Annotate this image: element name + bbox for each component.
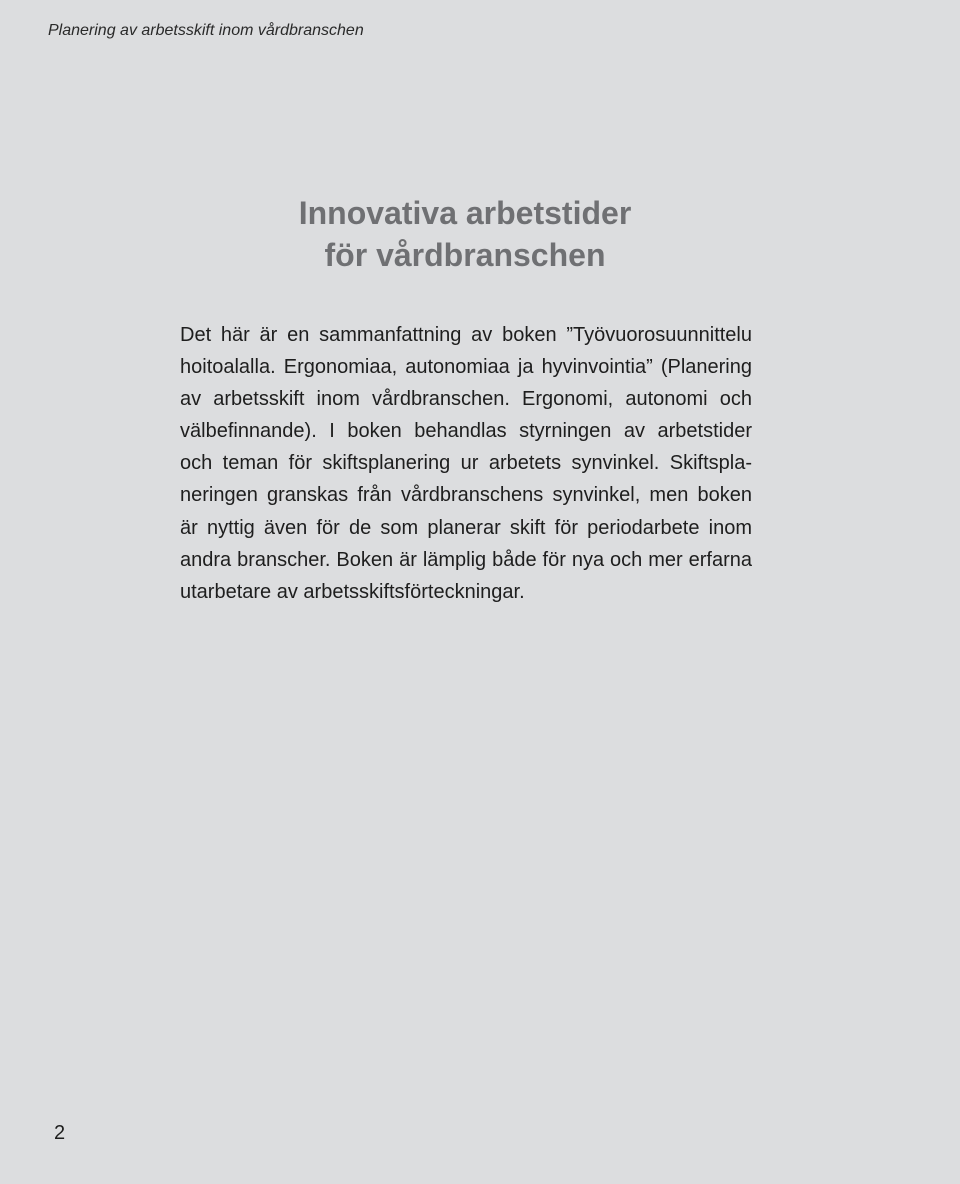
page-title-line-2: för vårdbranschen [324, 237, 606, 273]
paragraph-line: Det här är en sammanfattning av boken ”Työvuorosuunnittelu [180, 324, 752, 346]
paragraph-line: andra branscher. Boken är lämplig både för nya och mer erfarna [180, 548, 752, 571]
paragraph-line: av arbetsskift inom vårdbranschen. Ergonomi, autonomi och [180, 388, 752, 411]
page-number: 2 [54, 1122, 66, 1144]
running-header: Planering av arbetsskift inom vårdbranschen [48, 22, 364, 39]
page-title-line-1: Innovativa arbetstider [298, 195, 632, 231]
page-title [180, 192, 750, 276]
paragraph-line: välbefinnande). I boken behandlas styrningen av arbetstider [180, 420, 752, 443]
paragraph-line: utarbetare av arbetsskiftsförteckningar. [180, 580, 525, 603]
summary-paragraph [180, 319, 752, 608]
paragraph-line: neringen granskas från vårdbranschens synvinkel, men boken [180, 484, 752, 507]
paragraph-line: och teman för skiftsplanering ur arbetets synvinkel. Skiftspla- [180, 452, 752, 475]
paragraph-line: är nyttig även för de som planerar skift för periodarbete inom [180, 516, 752, 539]
paragraph-line: hoitoalalla. Ergonomiaa, autonomiaa ja hyvinvointia” (Planering [180, 356, 752, 379]
